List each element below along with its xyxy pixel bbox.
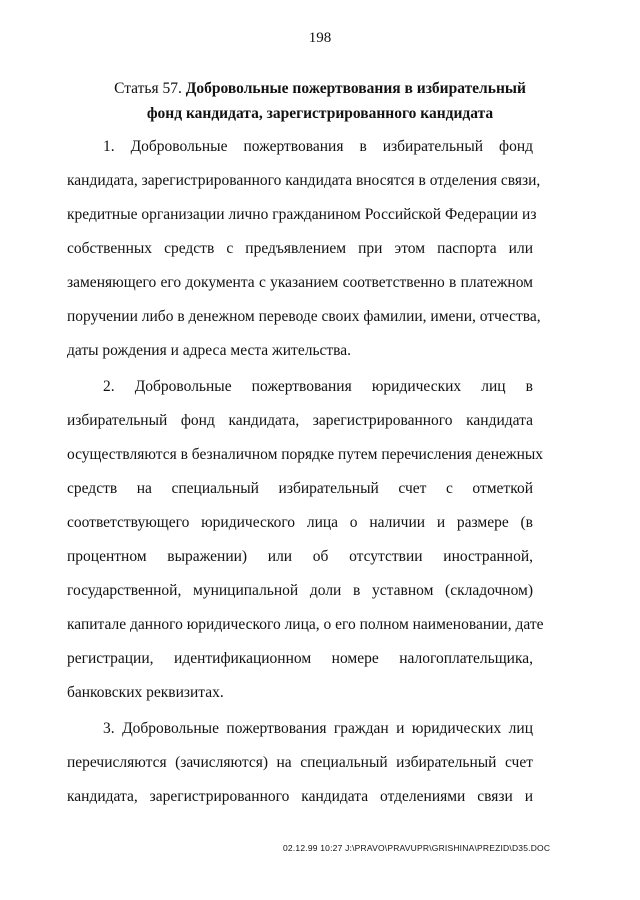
paragraph-line: регистрации, идентификационном номере налогоплательщика, <box>67 650 533 667</box>
paragraph-line: осуществляются в безналичном порядке путем перечисления денежных <box>67 446 544 463</box>
article-heading <box>0 76 640 126</box>
paragraph-line: капитале данного юридического лица, о его полном наименовании, дате <box>67 616 544 633</box>
paragraph-line: процентном выражении) или об отсутствии иностранной, <box>67 548 533 565</box>
article-title-part-2: фонд кандидата, зарегистрированного кандидата <box>146 105 494 122</box>
paragraph-line: государственной, муниципальной доли в уставном (складочном) <box>67 582 533 599</box>
file-path-footer: 02.12.99 10:27 J:\PRAVO\PRAVUPR\GRISHINA\PREZID\D35.DOC <box>283 843 551 853</box>
paragraph-line: заменяющего его документа с указанием соответственно в платежном <box>67 274 533 291</box>
paragraph-line: средств на специальный избирательный счет с отметкой <box>67 480 533 497</box>
paragraph-line: 2. Добровольные пожертвования юридических лиц в <box>103 378 533 395</box>
paragraph-line: кандидата, зарегистрированного кандидата вносятся в отделения связи, <box>67 172 541 189</box>
article-title-part-1: Добровольные пожертвования в избирательный <box>185 80 526 97</box>
paragraph-line: кредитные организации лично гражданином Российской Федерации из <box>67 206 537 223</box>
paragraph-line: даты рождения и адреса места жительства. <box>67 342 352 359</box>
paragraph-line: банковских реквизитах. <box>67 684 224 701</box>
paragraph-line: перечисляются (зачисляются) на специальный избирательный счет <box>67 754 533 771</box>
paragraph-line: 1. Добровольные пожертвования в избирательный фонд <box>103 138 533 155</box>
paragraph-line: кандидата, зарегистрированного кандидата отделениями связи и <box>67 788 533 805</box>
article-number: Статья 57. <box>114 80 182 97</box>
paragraph-line: поручении либо в денежном переводе своих фамилии, имени, отчества, <box>67 308 541 325</box>
page-number: 198 <box>308 30 332 46</box>
paragraph-line: соответствующего юридического лица о наличии и размере (в <box>67 514 533 531</box>
paragraph-line: избирательный фонд кандидата, зарегистрированного кандидата <box>67 412 533 429</box>
paragraph-line: 3. Добровольные пожертвования граждан и юридических лиц <box>103 720 533 737</box>
paragraph-line: собственных средств с предъявлением при этом паспорта или <box>67 240 533 257</box>
article-heading-line-1 <box>0 76 640 101</box>
